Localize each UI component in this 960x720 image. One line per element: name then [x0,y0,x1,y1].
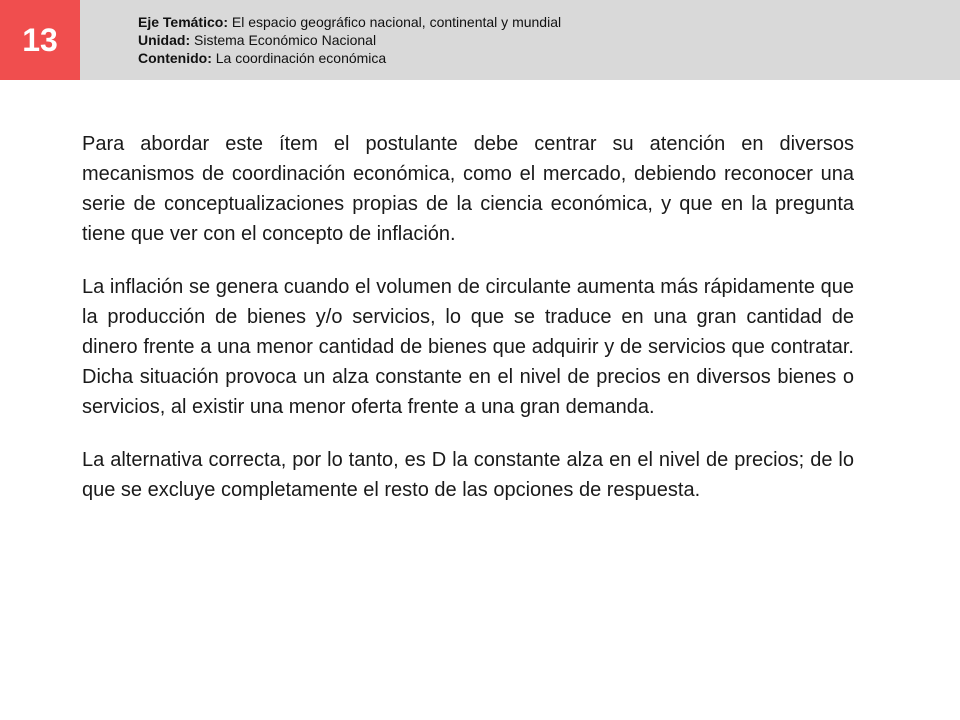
body-text [82,129,854,528]
paragraph-2: La inflación se genera cuando el volumen de circulante aumenta más rápidamente que la producción de bienes y/o servicios, lo que se traduce en una gran cantidad de dinero frente a una menor cantidad de bienes que adquirir y de servicios que contratar. Dicha situación provoca un alza constante en el nivel de precios en diversos bienes o servicios, al existir una menor oferta frente a una gran demanda. [82,276,854,418]
header-band [0,0,960,80]
header-label-eje: Eje Temático: [138,14,228,30]
item-number-badge [0,0,80,80]
header-value-unidad: Sistema Económico Nacional [194,32,377,48]
header-line-unidad [138,31,561,49]
header-info [138,13,561,67]
paragraph-3: La alternativa correcta, por lo tanto, es D la constante alza en el nivel de precios; de lo que se excluye completamente el resto de las opciones de respuesta. [82,449,854,501]
item-number: 13 [22,21,58,58]
header-value-eje: El espacio geográfico nacional, continental y mundial [231,14,562,30]
header-line-eje [138,13,561,31]
header-label-unidad: Unidad: [138,32,191,48]
header-line-contenido [138,49,561,67]
header-label-contenido: Contenido: [138,50,212,66]
paragraph-1: Para abordar este ítem el postulante debe centrar su atención en diversos mecanismos de coordinación económica, como el mercado, debiendo reconocer una serie de conceptualizaciones propias de la ciencia económica, y que en la pregunta tiene que ver con el concepto de inflación. [82,133,854,245]
header-value-contenido: La coordinación económica [215,50,387,66]
